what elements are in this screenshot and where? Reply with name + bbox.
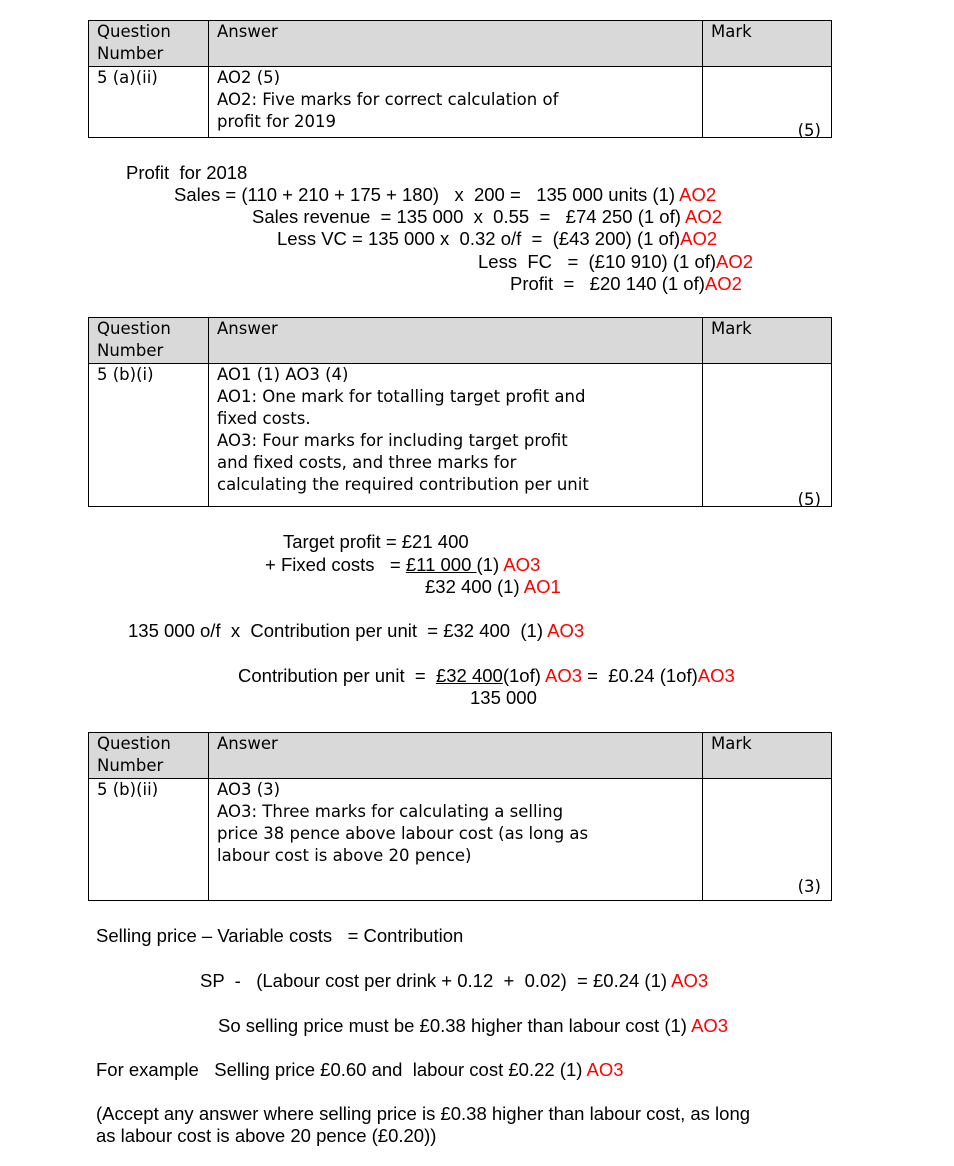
header-question-number bbox=[97, 733, 171, 777]
answer-line: price 38 pence above labour cost (as long as bbox=[217, 824, 589, 843]
answer-line: fixed costs. bbox=[217, 409, 311, 428]
answer-text bbox=[217, 364, 589, 496]
mark-table bbox=[88, 732, 832, 901]
calculation-line bbox=[126, 162, 247, 184]
answer-line: labour cost is above 20 pence) bbox=[217, 846, 472, 865]
mark-value: (5) bbox=[797, 490, 821, 509]
calculation-line bbox=[218, 1015, 728, 1037]
calculation-text: Target profit = £21 400 bbox=[283, 531, 469, 552]
header-question-number bbox=[97, 21, 171, 65]
answer-text bbox=[217, 67, 558, 133]
calculation-line bbox=[96, 1103, 750, 1125]
assessment-objective-label: AO3 bbox=[691, 1015, 729, 1036]
calculation-line bbox=[283, 531, 469, 553]
header-question-line: Question bbox=[97, 22, 171, 41]
calculation-line bbox=[277, 228, 717, 250]
mark-table bbox=[88, 20, 832, 138]
header-answer: Answer bbox=[217, 22, 278, 41]
assessment-objective-label: AO3 bbox=[547, 620, 585, 641]
calculation-text: £32 400 (1) bbox=[425, 576, 524, 597]
assessment-objective-label: AO2 bbox=[679, 184, 717, 205]
column-divider bbox=[208, 21, 209, 137]
calculation-line bbox=[174, 184, 716, 206]
header-question-line: Number bbox=[97, 756, 164, 775]
calculation-line bbox=[470, 687, 537, 709]
calculation-text: + Fixed costs = bbox=[265, 554, 406, 575]
calculation-text: So selling price must be £0.38 higher than labour cost (1) bbox=[218, 1015, 692, 1036]
answer-line: and fixed costs, and three marks for bbox=[217, 453, 517, 472]
calculation-line bbox=[510, 273, 742, 295]
calculation-text: Profit for 2018 bbox=[126, 162, 248, 183]
assessment-objective-label: AO3 bbox=[545, 665, 583, 686]
assessment-objective-label: AO1 bbox=[523, 576, 561, 597]
calculation-text: 135 000 o/f x Contribution per unit = £32 400 (1) bbox=[128, 620, 548, 641]
assessment-objective-label: AO3 bbox=[586, 1059, 624, 1080]
calculation-line bbox=[96, 1059, 624, 1081]
calculation-text: Sales revenue = 135 000 x 0.55 = £74 250 (1 of) bbox=[252, 206, 685, 227]
calculation-line bbox=[238, 665, 735, 687]
assessment-objective-label: AO3 bbox=[671, 970, 709, 991]
column-divider bbox=[702, 318, 703, 506]
answer-line: AO2: Five marks for correct calculation of bbox=[217, 90, 559, 109]
calculation-text: (Accept any answer where selling price is £0.38 higher than labour cost, as long bbox=[96, 1103, 751, 1124]
column-divider bbox=[208, 318, 209, 506]
calculation-text: Profit = £20 140 (1 of) bbox=[510, 273, 705, 294]
question-number: 5 (a)(ii) bbox=[97, 68, 158, 87]
header-mark: Mark bbox=[711, 22, 752, 41]
answer-line: AO1: One mark for totalling target profit and bbox=[217, 387, 586, 406]
mark-value: (3) bbox=[797, 877, 821, 896]
header-question-line: Number bbox=[97, 341, 164, 360]
calculation-text: Selling price – Variable costs = Contribution bbox=[96, 925, 464, 946]
column-divider bbox=[702, 733, 703, 900]
assessment-objective-label: AO3 bbox=[503, 554, 541, 575]
header-question-line: Question bbox=[97, 319, 171, 338]
calculation-text: £32 400 bbox=[435, 665, 503, 686]
header-mark: Mark bbox=[711, 319, 752, 338]
calculation-text: £11 000 bbox=[405, 554, 477, 575]
header-question-number bbox=[97, 318, 171, 362]
answer-line: profit for 2019 bbox=[217, 112, 337, 131]
mark-table bbox=[88, 317, 832, 507]
header-question-line: Number bbox=[97, 44, 164, 63]
question-number: 5 (b)(ii) bbox=[97, 780, 159, 799]
answer-line: AO3: Four marks for including target profit bbox=[217, 431, 568, 450]
calculation-line bbox=[425, 576, 561, 598]
column-divider bbox=[208, 733, 209, 900]
calculation-line bbox=[265, 554, 540, 576]
calculation-line bbox=[478, 251, 753, 273]
answer-line: AO3 (3) bbox=[217, 780, 281, 799]
calculation-text: as labour cost is above 20 pence (£0.20)) bbox=[96, 1125, 437, 1146]
assessment-objective-label: AO2 bbox=[704, 273, 742, 294]
question-number: 5 (b)(i) bbox=[97, 365, 154, 384]
calculation-text: Less FC = (£10 910) (1 of) bbox=[478, 251, 717, 272]
answer-line: AO2 (5) bbox=[217, 68, 281, 87]
answer-line: AO3: Three marks for calculating a selling bbox=[217, 802, 564, 821]
assessment-objective-label: AO3 bbox=[697, 665, 735, 686]
answer-line: AO1 (1) AO3 (4) bbox=[217, 365, 349, 384]
answer-line: calculating the required contribution per unit bbox=[217, 475, 589, 494]
calculation-line bbox=[96, 925, 463, 947]
answer-text bbox=[217, 779, 588, 867]
assessment-objective-label: AO2 bbox=[716, 251, 754, 272]
calculation-text: Contribution per unit = bbox=[238, 665, 436, 686]
calculation-line bbox=[128, 620, 584, 642]
assessment-objective-label: AO2 bbox=[685, 206, 723, 227]
calculation-line bbox=[96, 1125, 436, 1147]
assessment-objective-label: AO2 bbox=[680, 228, 718, 249]
mark-value: (5) bbox=[797, 121, 821, 140]
header-answer: Answer bbox=[217, 319, 278, 338]
calculation-text: Less VC = 135 000 x 0.32 o/f = (£43 200) (1 of) bbox=[277, 228, 681, 249]
calculation-text: (1of) bbox=[502, 665, 546, 686]
calculation-text: 135 000 bbox=[470, 687, 537, 708]
calculation-text: Sales = (110 + 210 + 175 + 180) x 200 = 135 000 units (1) bbox=[174, 184, 680, 205]
header-question-line: Question bbox=[97, 734, 171, 753]
calculation-text: = £0.24 (1of) bbox=[582, 665, 698, 686]
column-divider bbox=[702, 21, 703, 137]
calculation-line bbox=[200, 970, 708, 992]
calculation-text: For example Selling price £0.60 and labour cost £0.22 (1) bbox=[96, 1059, 587, 1080]
calculation-line bbox=[252, 206, 722, 228]
calculation-text: SP - (Labour cost per drink + 0.12 + 0.02) = £0.24 (1) bbox=[200, 970, 672, 991]
header-mark: Mark bbox=[711, 734, 752, 753]
header-answer: Answer bbox=[217, 734, 278, 753]
calculation-text: (1) bbox=[476, 554, 504, 575]
